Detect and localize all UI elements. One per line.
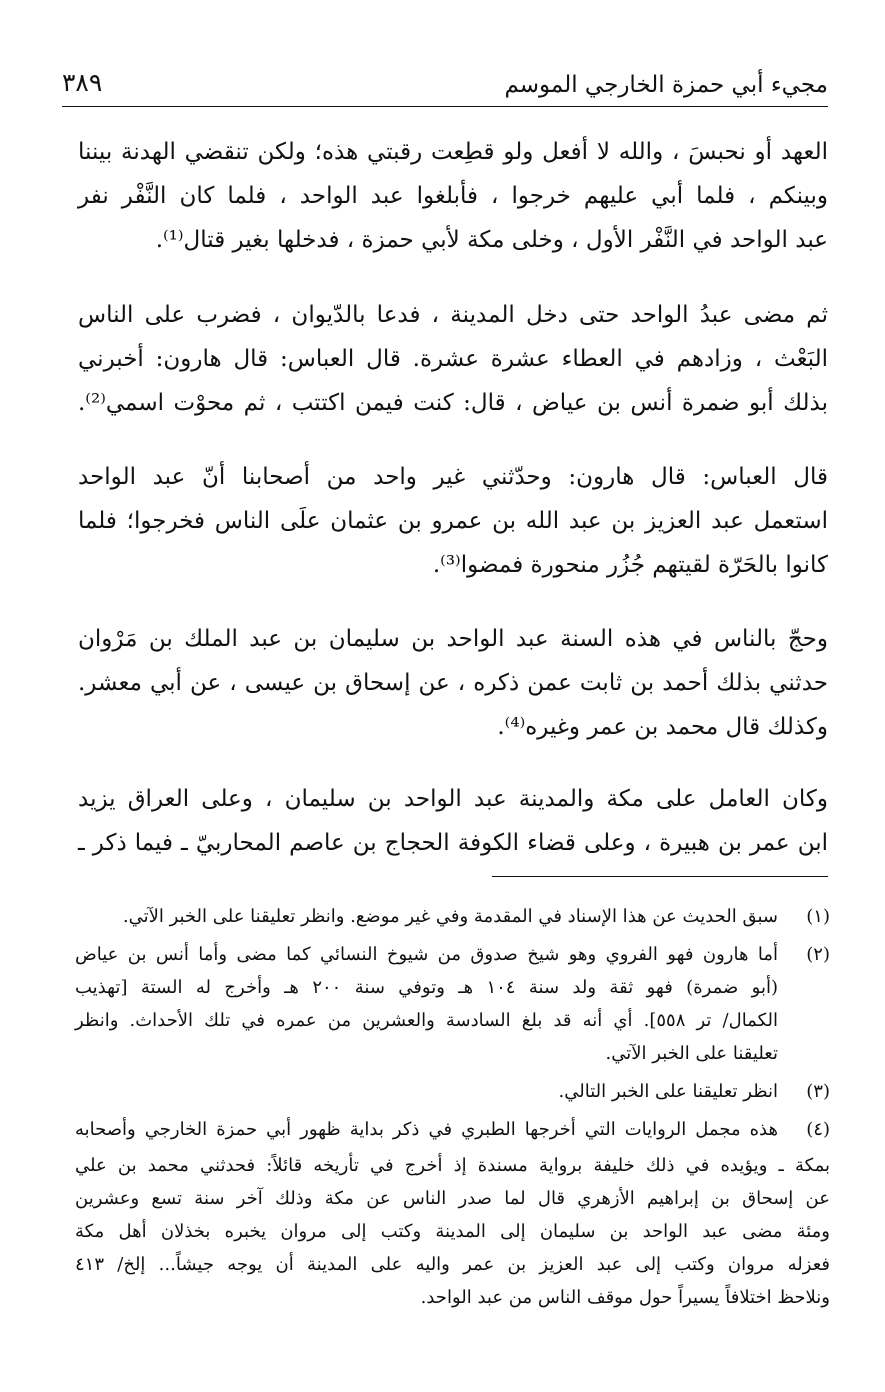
footnote-line: انظر تعليقنا على الخبر التالي. bbox=[558, 1081, 778, 1102]
text-line: وحجّ بالناس في هذه السنة عبد الواحد بن سليمان بن عبد الملك بن مَرْوان bbox=[78, 626, 828, 652]
footnote-number: (٢) bbox=[806, 944, 830, 965]
footnote-line: فعزله مروان وكتب إلى عبد العزيز بن عمر واليه على المدينة أن يوجه جيشاً... إلخ/ ٤١٣ bbox=[75, 1254, 830, 1275]
text-line: العهد أو نحبسَ ، والله لا أفعل ولو قطِعت رقبتي هذه؛ ولكن تنقضي الهدنة بيننا bbox=[78, 139, 828, 165]
paragraph-2 bbox=[78, 293, 828, 425]
footnote-line: تعليقنا على الخبر الآتي. bbox=[605, 1043, 778, 1064]
footnote-line: عن إسحاق بن إبراهيم الأزهري قال لما صدر الناس عن مكة وذلك آخر سنة تسع وعشرين bbox=[75, 1188, 830, 1209]
text-line: وكان العامل على مكة والمدينة عبد الواحد بن سليمان ، وعلى العراق يزيد bbox=[78, 786, 828, 812]
text-line: عبد الواحد في النَّفْر الأول ، وخلى مكة لأبي حمزة ، فدخلها بغير قتال⁽¹⁾. bbox=[155, 227, 828, 253]
text-line: وكذلك قال محمد بن عمر وغيره⁽⁴⁾. bbox=[497, 714, 828, 740]
chapter-title: مجيء أبي حمزة الخارجي الموسم bbox=[504, 72, 828, 98]
running-header bbox=[62, 62, 828, 107]
footnote-number: (١) bbox=[806, 906, 830, 927]
footnote-line: الكمال/ تر ٥٥٨]. أي أنه قد بلغ السادسة والعشرين من عمره في تلك الأحداث. وانظر bbox=[75, 1010, 779, 1031]
text-line: البَعْث ، وزادهم في العطاء عشرة عشرة. قال العباس: قال هارون: أخبرني bbox=[78, 346, 828, 372]
paragraph-4 bbox=[78, 617, 828, 749]
footnote-line: ومئة مضى عبد الواحد بن سليمان إلى المدينة وكتب إلى مروان يخبره بخذلان أهل مكة bbox=[75, 1221, 830, 1242]
footnote-line: (أبو ضمرة) فهو ثقة ولد سنة ١٠٤ هـ وتوفي سنة ٢٠٠ هـ وأخرج له الستة [تهذيب bbox=[75, 977, 778, 998]
page-number: ٣٨٩ bbox=[62, 68, 103, 97]
text-line: ثم مضى عبدُ الواحد حتى دخل المدينة ، فدعا بالدّيوان ، فضرب على الناس bbox=[78, 302, 828, 328]
text-line: وبينكم ، فلما أبي عليهم خرجوا ، فأبلغوا عبد الواحد ، فلما كان النَّفْر نفر bbox=[78, 183, 828, 209]
footnote-separator bbox=[492, 876, 828, 877]
footnote-4-continuation bbox=[75, 1149, 830, 1314]
paragraph-3 bbox=[78, 455, 828, 587]
footnote-number: (٣) bbox=[806, 1081, 830, 1102]
text-line: ابن عمر بن هبيرة ، وعلى قضاء الكوفة الحجاج بن عاصم المحاربيّ ـ فيما ذكر ـ bbox=[78, 830, 828, 856]
paragraph-5 bbox=[78, 777, 828, 865]
text-line: بذلك أبو ضمرة أنس بن عياض ، قال: كنت فيمن اكتتب ، ثم محوْت اسمي⁽²⁾. bbox=[78, 390, 828, 416]
footnote-line: بمكة ـ ويؤيده في ذلك خليفة برواية مسندة إذ أخرج في تأريخه قائلاً: فحدثني محمد بن علي bbox=[75, 1155, 830, 1176]
text-line: قال العباس: قال هارون: وحدّثني غير واحد من أصحابنا أنّ عبد الواحد bbox=[78, 464, 828, 490]
text-line: كانوا بالحَرّة لقيتهم جُزُر منحورة فمضوا⁽³⁾. bbox=[432, 552, 828, 578]
footnote-line: هذه مجمل الروايات التي أخرجها الطبري في ذكر بداية ظهور أبي حمزة الخارجي وأصحابه bbox=[75, 1119, 778, 1140]
footnote-number: (٤) bbox=[806, 1119, 830, 1140]
footnote-line: أما هارون فهو الفروي وهو شيخ صدوق من شيوخ النسائي كما مضى وأما أنس بن عياض bbox=[75, 944, 778, 965]
text-line: حدثني بذلك أحمد بن ثابت عمن ذكره ، عن إسحاق بن عيسى ، عن أبي معشر. bbox=[78, 670, 828, 696]
footnote-line: سبق الحديث عن هذا الإسناد في المقدمة وفي غير موضع. وانظر تعليقنا على الخبر الآتي. bbox=[122, 906, 778, 927]
paragraph-1 bbox=[78, 130, 828, 262]
footnote-line: ونلاحظ اختلافاً يسيراً حول موقف الناس من عبد الواحد. bbox=[420, 1287, 830, 1308]
text-line: استعمل عبد العزيز بن عبد الله بن عمرو بن عثمان علَى الناس فخرجوا؛ فلما bbox=[78, 508, 828, 534]
